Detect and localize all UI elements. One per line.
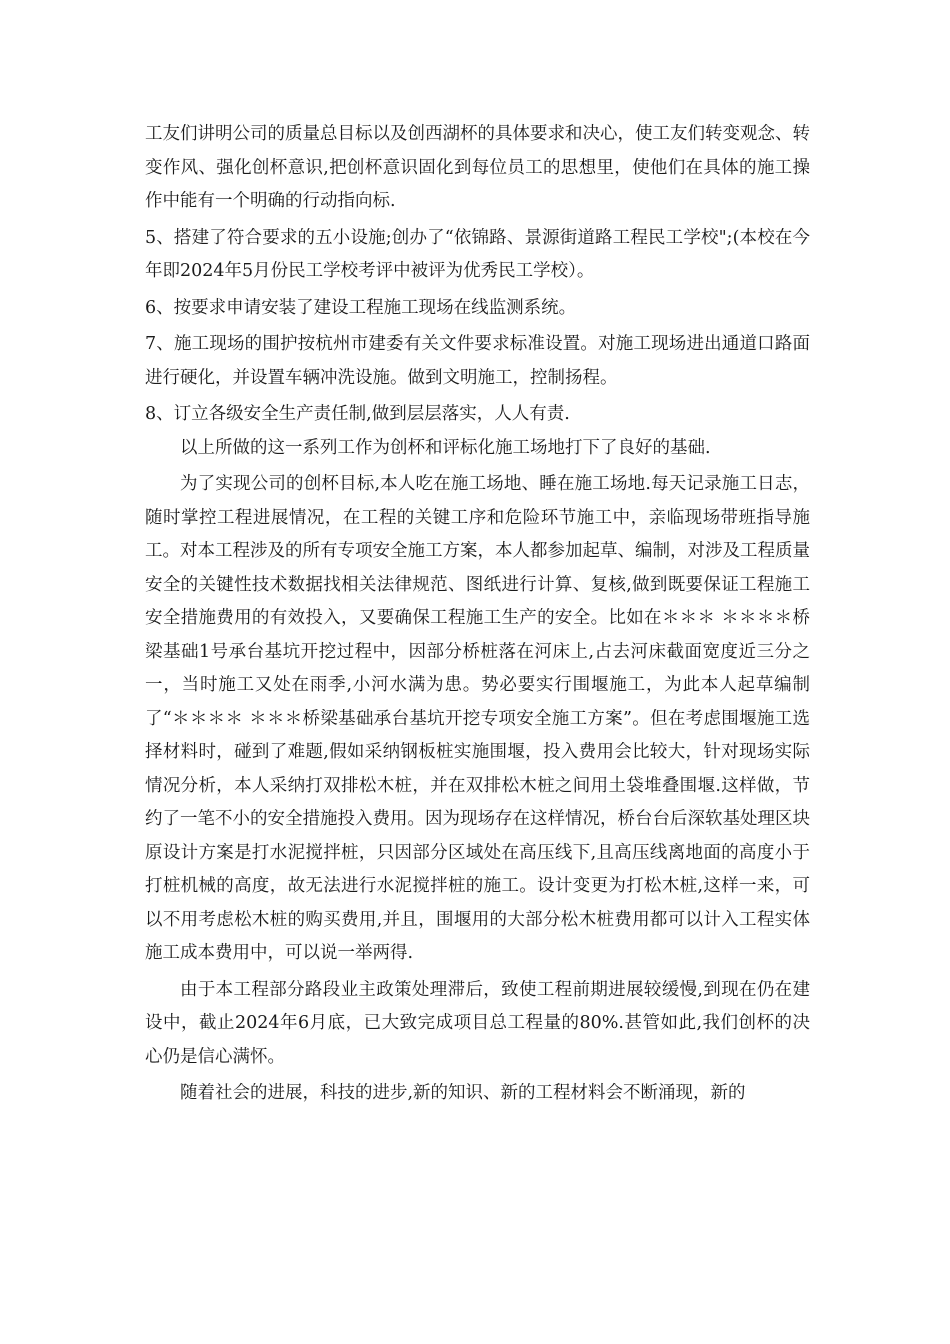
- paragraph-progress: 由于本工程部分路段业主政策处理滞后，致使工程前期进展较缓慢,到现在仍在建设中，截止2024年6月底，已大致完成项目总工程量的80%.甚管如此,我们创杯的决心仍是信心满怀。: [145, 979, 810, 1067]
- list-item-6-monitoring: 6、按要求申请安装了建设工程施工现场在线监测系统。: [145, 297, 577, 318]
- paragraph-training-continuation: 工友们讲明公司的质量总目标以及创西湖杯的具体要求和决心，使工友们转变观念、转变作风、强化创杯意识,把创杯意识固化到每位员工的思想里，使他们在具体的施工操作中能有一个明确的行动指向标.: [145, 124, 810, 211]
- paragraph-onsite-work: 为了实现公司的创杯目标,本人吃在施工场地、睡在施工场地.每天记录施工日志，随时掌控工程进展情况，在工程的关键工序和危险环节施工中，亲临现场带班指导施工。对本工程涉及的所有专项安全施工方案，本人都参加起草、编制，对涉及工程质量安全的关键性技术数据找相关法律规范、图纸进行计算、复核,做到既要保证工程施工安全措施费用的有效投入，又要确保工程施工生产的安全。比如在＊＊＊ ＊＊＊＊桥梁基础1号承台基坑开挖过程中，因部分桥桩落在河床上,占去河床截面宽度近三分之一，当时施工又处在雨季,小河水满为患。势必要实行围堰施工，为此本人起草编制了“＊＊＊＊ ＊＊＊桥梁基础承台基坑开挖专项安全施工方案”。但在考虑围堰施工选择材料时，碰到了难题,假如采纳钢板桩实施围堰，投入费用会比较大，针对现场实际情况分析，本人采纳打双排松木桩，并在双排松木桩之间用土袋堆叠围堰.这样做，节约了一笔不小的安全措施投入费用。因为现场存在这样情况，桥台台后深软基处理区块原设计方案是打水泥搅拌桩，只因部分区域处在高压线下,且高压线离地面的高度小于打桩机械的高度，故无法进行水泥搅拌桩的施工。设计变更为打松木桩,这样一来，可以不用考虑松木桩的购买费用,并且，围堰用的大部分松木桩费用都可以计入工程实体施工成本费用中，可以说一举两得.: [145, 474, 810, 963]
- paragraph-outlook: 随着社会的进展，科技的进步,新的知识、新的工程材料会不断涌现，新的: [180, 1083, 746, 1103]
- list-item-5-facilities: 5、搭建了符合要求的五小设施;创办了“依锦路、景源街道路工程民工学校";(本校在今年即2024年5月份民工学校考评中被评为优秀民工学校）。: [145, 227, 810, 281]
- document-body: [145, 118, 810, 1111]
- list-item-8-responsibility: 8、订立各级安全生产责任制,做到层层落实，人人有责.: [145, 404, 570, 424]
- paragraph-foundation-summary: 以上所做的这一系列工作为创杯和评标化施工场地打下了良好的基础.: [180, 437, 711, 458]
- list-item-7-enclosure: 7、施工现场的围护按杭州市建委有关文件要求标准设置。对施工现场进出通道口路面进行硬化，并设置车辆冲洗设施。做到文明施工，控制扬程。: [145, 334, 810, 388]
